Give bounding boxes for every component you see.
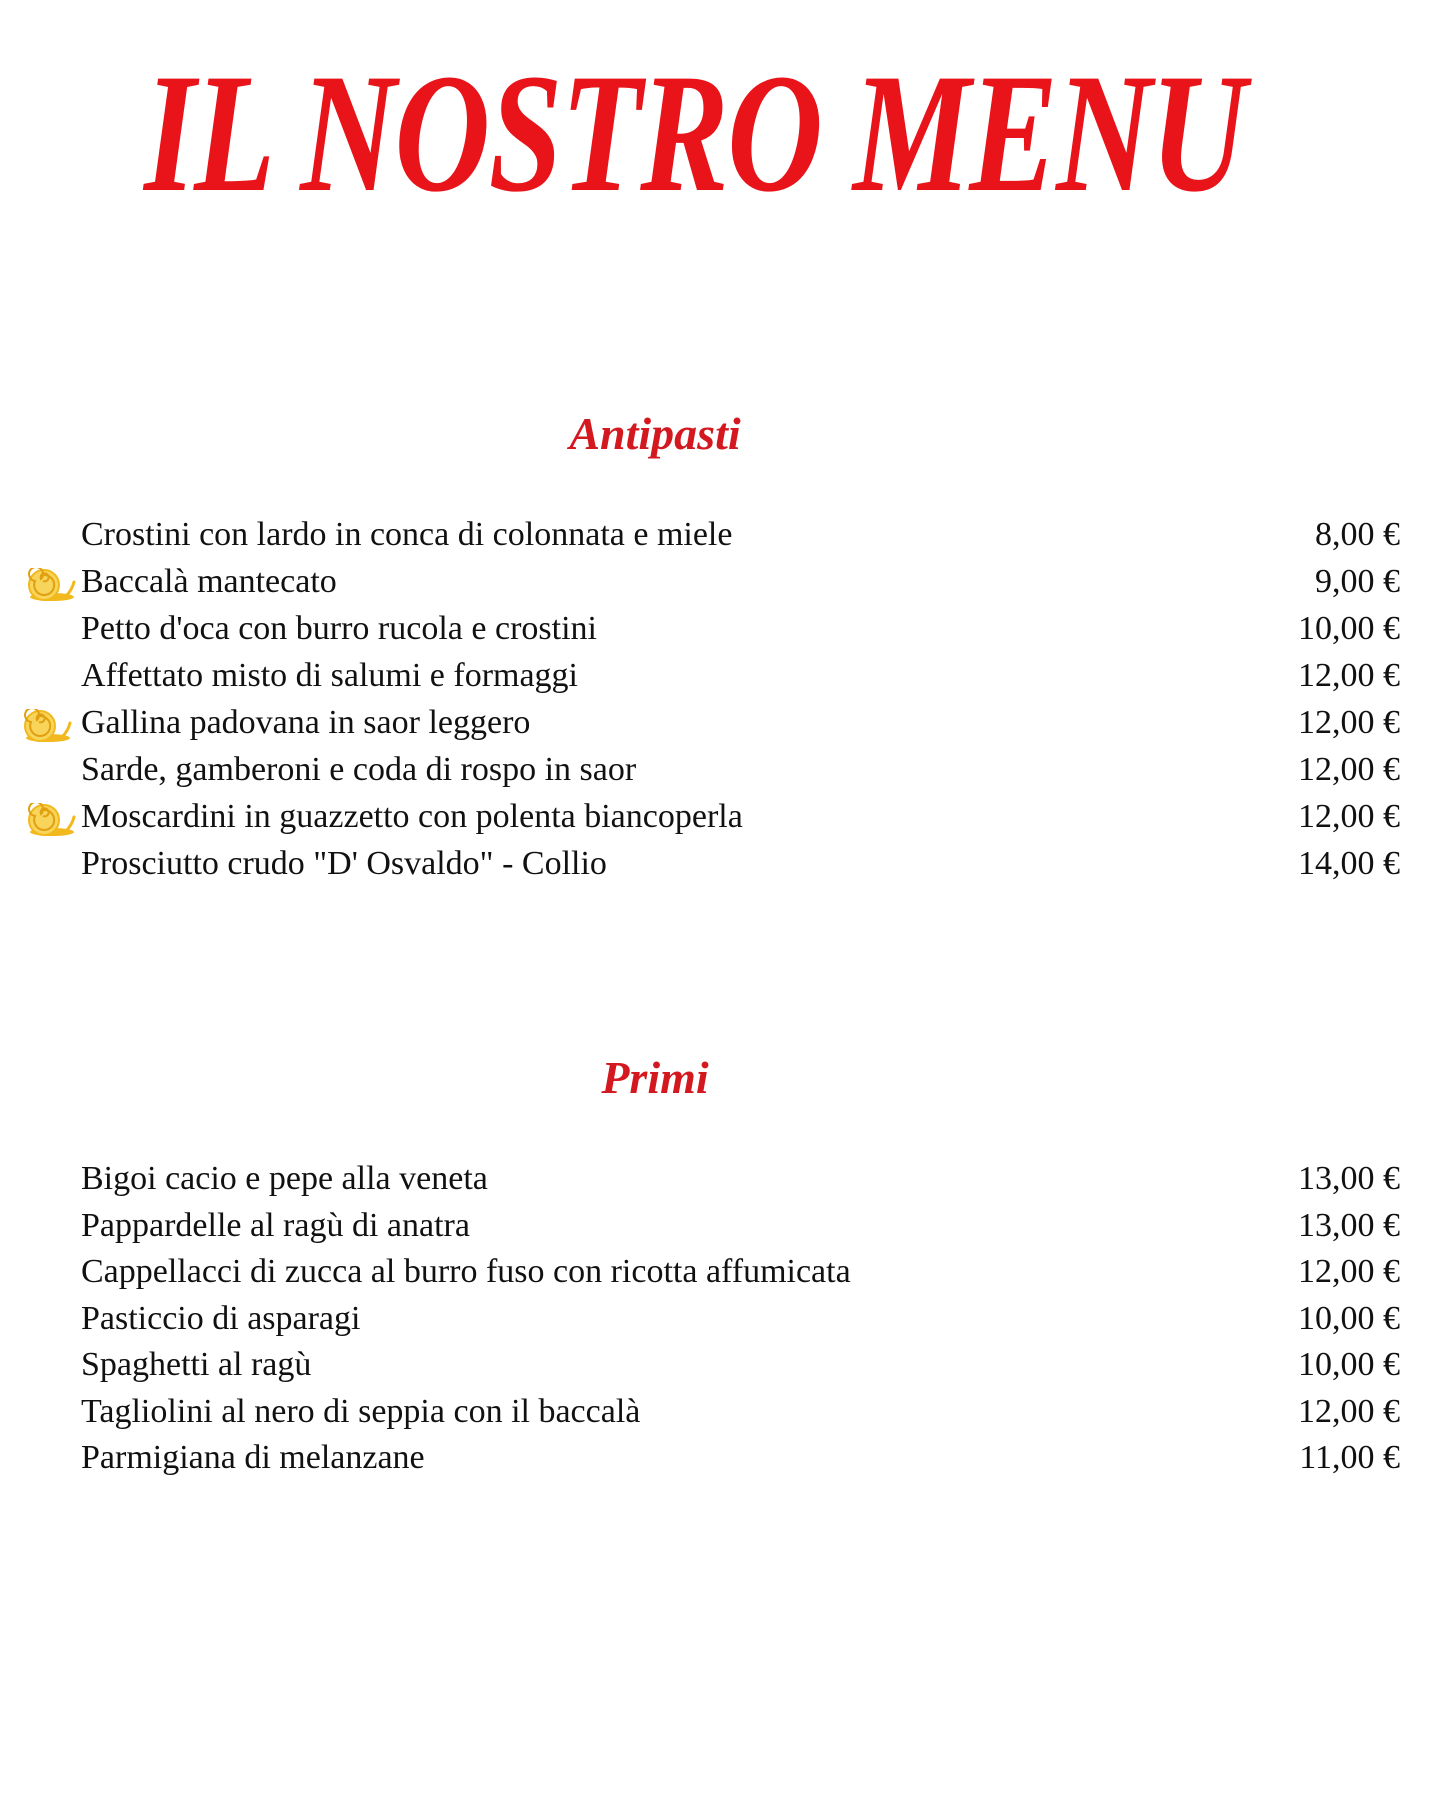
item-name: Petto d'oca con burro rucola e crostini [81,610,597,647]
item-price: 13,00 € [1298,1206,1400,1244]
item-name: Moscardini in guazzetto con polenta biancoperla [81,798,743,835]
item-price: 12,00 € [1298,704,1400,741]
menu-item [0,1295,1440,1342]
menu-item [0,652,1440,699]
item-name: Baccalà mantecato [81,563,337,600]
item-name: Spaghetti al ragù [81,1346,312,1383]
item-name: Crostini con lardo in conca di colonnata e miele [81,516,733,553]
menu-item [0,1434,1440,1481]
section-title-primi: Primi [601,1052,709,1103]
menu-item [0,699,1440,746]
snail-icon [18,709,72,743]
menu-item [0,511,1440,558]
menu-item [0,746,1440,793]
section-title-antipasti: Antipasti [569,408,741,459]
item-price: 12,00 € [1298,798,1400,835]
menu-item [0,605,1440,652]
item-name: Pappardelle al ragù di anatra [81,1206,470,1244]
item-price: 13,00 € [1298,1160,1400,1197]
item-price: 14,00 € [1298,845,1400,882]
page-title: IL NOSTRO MENU [144,39,1245,227]
item-name: Gallina padovana in saor leggero [81,704,531,741]
antipasti-list [0,511,1440,887]
item-price: 10,00 € [1298,610,1400,647]
menu-item [0,1388,1440,1435]
item-price: 9,00 € [1315,563,1400,600]
item-price: 12,00 € [1298,657,1400,694]
item-price: 12,00 € [1298,1253,1400,1290]
item-price: 10,00 € [1298,1346,1400,1383]
item-name: Prosciutto crudo "D' Osvaldo" - Collio [81,845,607,882]
item-name: Affettato misto di salumi e formaggi [81,657,579,694]
menu-item [0,1155,1440,1202]
item-price: 12,00 € [1298,751,1400,788]
menu-item [0,793,1440,840]
item-name: Parmigiana di melanzane [81,1439,425,1476]
snail-icon [22,803,76,837]
menu-item [0,1341,1440,1388]
item-price: 8,00 € [1315,516,1400,553]
menu-item [0,1202,1440,1249]
primi-list [0,1155,1440,1481]
item-name: Pasticcio di asparagi [81,1299,361,1337]
menu-item [0,558,1440,605]
item-name: Tagliolini al nero di seppia con il baccalà [81,1392,641,1430]
item-price: 11,00 € [1299,1439,1400,1476]
menu-item [0,840,1440,887]
item-price: 12,00 € [1298,1392,1400,1430]
item-price: 10,00 € [1298,1299,1400,1337]
snail-icon [22,568,76,602]
item-name: Cappellacci di zucca al burro fuso con ricotta affumicata [81,1253,851,1290]
item-name: Bigoi cacio e pepe alla veneta [81,1160,488,1197]
item-name: Sarde, gamberoni e coda di rospo in saor [81,751,637,788]
menu-item [0,1248,1440,1295]
